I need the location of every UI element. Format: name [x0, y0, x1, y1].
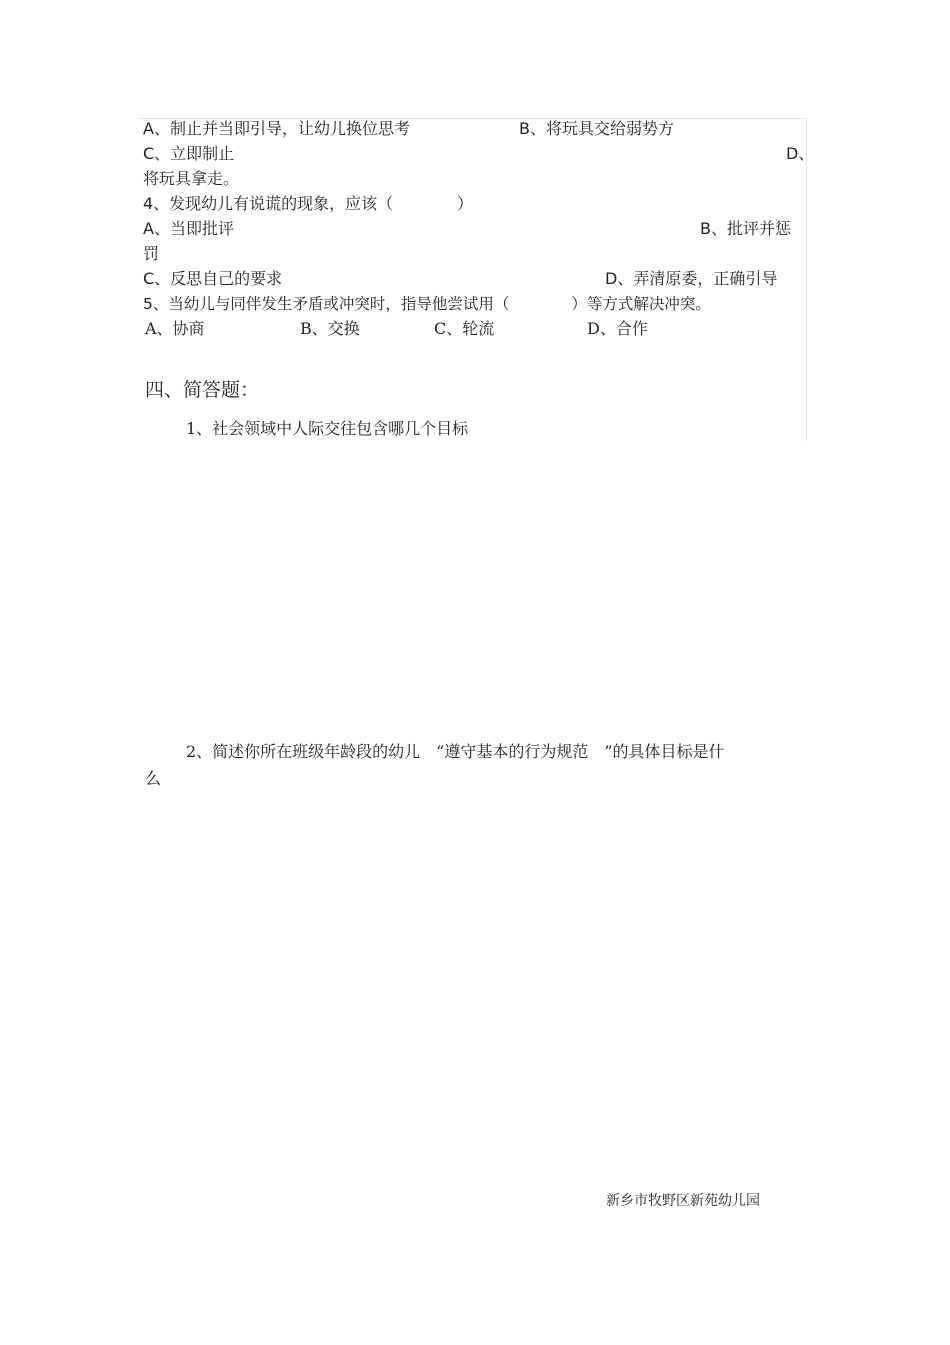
- q3-option-d-continued: 将玩具拿走。: [143, 169, 240, 188]
- short-answer-q2-line1: 2、简述你所在班级年龄段的幼儿 “遵守基本的行为规范 ”的具体目标是什: [186, 742, 725, 761]
- q3-option-a: A、制止并当即引导，让幼儿换位思考: [143, 119, 410, 138]
- q4-option-b-continued: 罚: [143, 244, 160, 263]
- q3-option-b: B、将玩具交给弱势方: [519, 119, 674, 138]
- q4-option-d: D、弄清原委，正确引导: [605, 269, 778, 288]
- short-answer-q1: 1、社会领域中人际交往包含哪几个目标: [186, 419, 469, 438]
- school-footer: 新乡市牧野区新苑幼儿园: [606, 1193, 760, 1209]
- q4-option-b: B、批评并惩: [700, 219, 791, 238]
- q5-option-a: A、协商: [145, 319, 205, 338]
- q5-stem: 5、当幼儿与同伴发生矛盾或冲突时，指导他尝试用（ ）等方式解决冲突。: [143, 295, 711, 313]
- q3-option-c: C、立即制止: [143, 144, 235, 163]
- q4-option-a: A、当即批评: [143, 219, 234, 238]
- q5-option-b: B、交换: [300, 319, 360, 338]
- section-heading: 四、简答题：: [145, 379, 260, 401]
- q5-option-c: C、轮流: [434, 319, 495, 338]
- short-answer-q2-line2: 么: [145, 769, 162, 788]
- q3-option-d: D、: [786, 144, 815, 163]
- q4-stem: 4、发现幼儿有说谎的现象，应该（ ）: [143, 194, 474, 213]
- q5-option-d: D、合作: [587, 319, 648, 338]
- q4-option-c: C、反思自己的要求: [143, 269, 283, 288]
